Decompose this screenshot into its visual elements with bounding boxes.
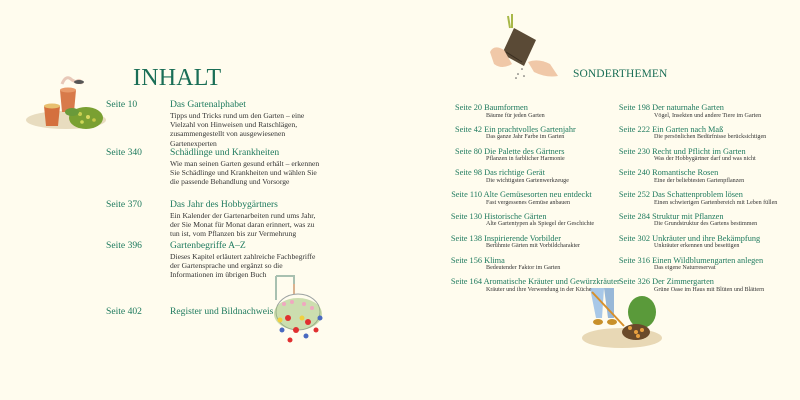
entry-title: Das Schattenproblem lösen [652,190,743,200]
entry-description: Fast vergessenes Gemüse anbauen [486,199,570,206]
entry-title: Struktur mit Pflanzen [652,211,724,221]
toc-entry[interactable] [106,99,306,148]
toc-entry[interactable] [611,103,777,125]
entry-title: Das Jahr des Hobbygärtners [170,199,278,210]
entry-description: Berühmte Gärten mit Vorbildcharakter [486,243,581,250]
toc-entry[interactable] [106,147,320,187]
entry-description: Kräuter und ihre Verwendung in der Küche [486,286,592,293]
toc-entry[interactable] [106,199,316,239]
entry-description: Bedeutender Faktor im Garten [486,265,561,272]
page-number: Seite 20 [455,103,482,112]
entry-description: Die wichtigsten Gartenwerkzeuge [486,177,569,184]
page-number: Seite 10 [106,99,138,110]
entry-description: Die Grundstruktur des Gartens bestimmen [654,221,758,228]
entry-title: Aromatische Kräuter und Gewürzkräuter [483,277,620,287]
page-number: Seite 326 [618,277,650,287]
toc-entry[interactable] [440,277,620,299]
entry-description: Dieses Kapitel erläutert zahlreiche Fachbegriffe der Gartensprache und ergänzt so die Informationen im übrigen Buch [170,252,316,280]
toc-entry[interactable] [440,190,620,212]
page-number: Seite 252 [618,190,650,200]
page-number: Seite 302 [618,233,650,243]
entry-title: Gartenbegriffe A–Z [170,240,246,251]
entry-description: Bäume für jeden Garten [486,112,545,119]
toc-entry[interactable] [440,234,620,256]
entry-title: Ein prachtvolles Gartenjahr [484,124,576,134]
entry-title: Klima [484,255,505,265]
toc-entry[interactable] [611,147,777,169]
entry-title: Recht und Pflicht im Garten [652,146,746,156]
entry-description: Eine der beliebtesten Gartenpflanzen [654,177,745,184]
page-number: Seite 110 [451,190,482,200]
clay-pots-illustration [22,62,108,132]
page-number: Seite 402 [106,306,142,317]
page-number: Seite 130 [450,211,482,221]
page-number: Seite 316 [618,255,650,265]
toc-entry[interactable] [611,168,777,190]
toc-entry[interactable] [440,103,620,125]
toc-entry[interactable] [440,212,620,234]
toc-entry[interactable] [440,125,620,147]
toc-entry[interactable] [440,256,620,278]
entry-title: Der Zimmergarten [652,277,714,287]
entry-title: Schädlinge und Krankheiten [170,147,280,158]
entry-title: Das Gartenalphabet [170,99,246,110]
entry-description: Das eigene Naturreservat [654,265,716,272]
entry-title: Die Palette des Gärtners [484,146,565,156]
entry-description: Die persönlichen Bedürfnisse berücksichtigen [654,134,767,141]
entry-description: Pflanzen in farblicher Harmonie [486,156,565,163]
page-title: INHALT [133,65,222,91]
toc-entry[interactable] [611,212,777,234]
page-number: Seite 80 [455,146,482,156]
toc-entry[interactable] [106,306,306,317]
page-number: Seite 340 [106,147,142,158]
toc-entry[interactable] [611,256,777,278]
toc-entry[interactable] [440,147,620,169]
page-number: Seite 42 [455,124,482,134]
page-number: Seite 98 [455,168,482,178]
entry-title: Unkräuter und ihre Bekämpfung [652,233,761,243]
entry-description: Einen schwierigen Gartenbereich mit Leben füllen [654,199,778,206]
entry-title: Register und Bildnachweis [170,306,274,317]
toc-entry[interactable] [106,240,316,280]
entry-description: Vögel, Insekten und andere Tiere im Garten [654,112,762,119]
entry-description: Wie man seinen Garten gesund erhält – erkennen Sie Schädlinge und Krankheiten und wählen Sie die passende Behandlung und Vorsorge [170,159,320,187]
root-ball-illustration [488,14,560,82]
page-number: Seite 240 [618,168,650,178]
entry-title: Das richtige Gerät [484,168,545,178]
entry-description: Was der Hobbygärtner darf und was nicht [654,156,756,163]
toc-entry[interactable] [611,277,777,299]
page-number: Seite 284 [618,211,650,221]
sonderthemen-column-2 [611,103,777,299]
entry-description: Grüne Oase im Haus mit Blüten und Blättern [654,286,765,293]
entry-description: Alte Gartentypen als Spiegel der Geschichte [486,221,595,228]
entry-title: Romantische Rosen [652,168,719,178]
entry-title: Alte Gemüsesorten neu entdeckt [483,190,592,200]
entry-title: Einen Wildblumengarten anlegen [652,255,764,265]
entry-description: Unkräuter erkennen und beseitigen [654,243,740,250]
page-number: Seite 156 [450,255,482,265]
page-number: Seite 230 [618,146,650,156]
page-number: Seite 222 [618,124,650,134]
entry-title: Baumformen [484,103,528,112]
toc-entry[interactable] [440,168,620,190]
entry-title: Der naturnahe Garten [652,103,724,112]
page-number: Seite 138 [450,233,482,243]
toc-entry[interactable] [611,234,777,256]
toc-entry[interactable] [611,125,777,147]
sonderthemen-column-1 [440,103,620,299]
page-number: Seite 164 [450,277,482,287]
entry-description: Ein Kalender der Gartenarbeiten rund ums Jahr, der Sie Monat für Monat daran erinnert, was zu tun ist, vom Pflanzen bis zur Vermehrung [170,211,316,239]
entry-description: Das ganze Jahr Farbe im Garten [486,134,565,141]
entry-title: Inspirierende Vorbilder [484,233,561,243]
entry-title: Ein Garten nach Maß [652,124,724,134]
page-number: Seite 370 [106,199,142,210]
page-number: Seite 396 [106,240,142,251]
entry-title: Historische Gärten [484,211,547,221]
page-number: Seite 198 [618,103,650,112]
entry-description: Tipps und Tricks rund um den Garten – eine Vielzahl von Hinweisen und Ratschlägen, zusammengestellt von ausgewiesenen Gartenexperten [170,111,305,148]
toc-entry[interactable] [611,190,777,212]
sonderthemen-title: SONDERTHEMEN [573,68,668,80]
